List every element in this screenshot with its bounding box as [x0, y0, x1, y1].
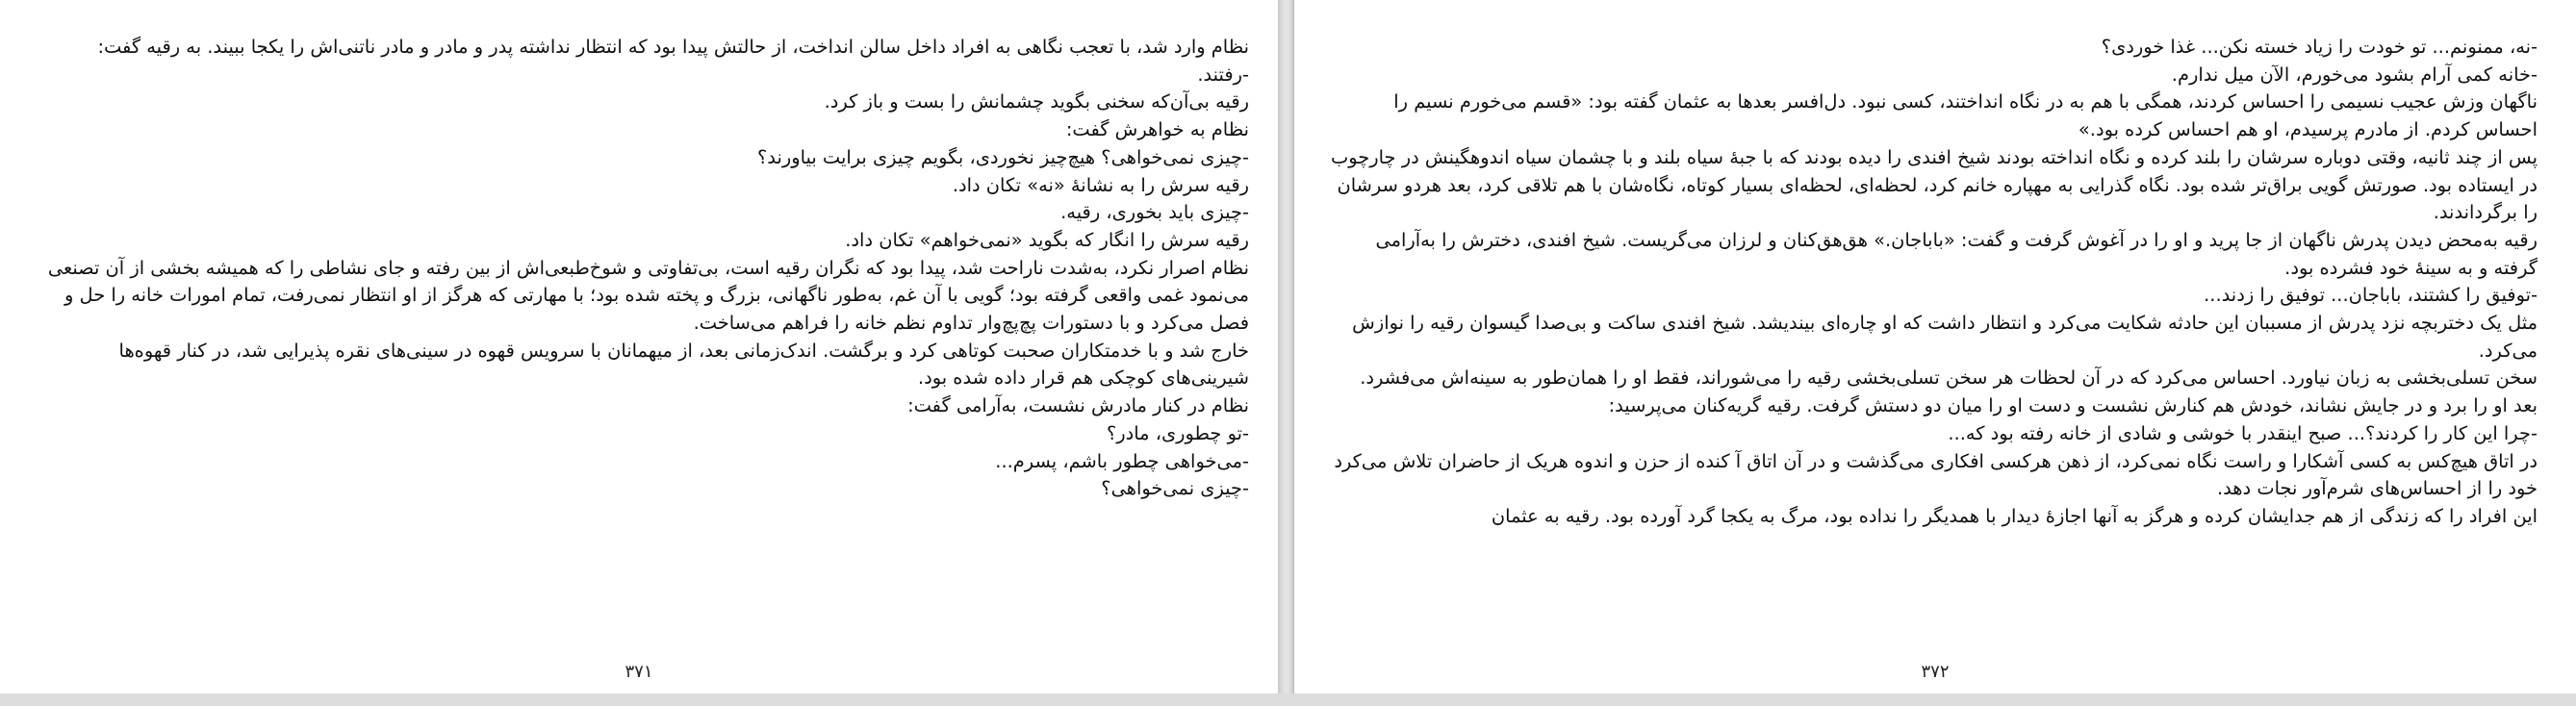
paragraph: ناگهان وزش عجیب نسیمی را احساس کردند، همگی با هم به در نگاه انداختند، کسی نبود. دل‌افسر بعدها به عثمان گفته بود: «قسم می‌خورم نسیم را احساس کردم. از مادرم پرسیدم، او هم احساس کرده بود.»: [1393, 90, 2538, 141]
paragraph: بعد او را برد و در جایش نشاند، خودش هم کنارش نشست و دست او را میان دو دستش گرفت. رقیه گریه‌کنان می‌پرسید:: [1608, 394, 2538, 417]
paragraph: نظام وارد شد، با تعجب نگاهی به افراد داخل سالن انداخت، از حالتش پیدا بود که انتظار نداشته پدر و مادر و مادر ناتنی‌اش را یکجا ببیند. به رقیه گفت:: [97, 36, 1249, 58]
paragraph: در اتاق هیچ‌کس به کسی آشکارا و راست نگاه نمی‌کرد، از ذهن هرکسی افکاری می‌گذشت و در آن اتاق آ کنده از حزن و اندوه هریک از حاضران تلاش می‌کرد خود را از احساس‌های شرم‌آور نجات دهد.: [1334, 449, 2538, 500]
page-text: [1330, 34, 2538, 531]
paragraph: -چرا این کار را کردند؟... صبح اینقدر با خوشی و شادی از خانه رفته بود که...: [1948, 421, 2538, 444]
paragraph: -تو چطوری، مادر؟: [1106, 421, 1249, 444]
page-text: [29, 34, 1249, 503]
page-gutter: [1278, 0, 1294, 706]
paragraph: -رفتند.: [1197, 63, 1249, 86]
paragraph: -چیزی نمی‌خواهی؟ هیچ‌چیز نخوردی، بگویم چیزی برایت بیاورند؟: [756, 145, 1249, 168]
paragraph: رقیه بی‌آن‌که سخنی بگوید چشمانش را بست و باز کرد.: [824, 90, 1249, 113]
paragraph: رقیه سرش را انگار که بگوید «نمی‌خواهم» تکان داد.: [845, 228, 1249, 251]
paragraph: نظام اصرار نکرد، به‌شدت ناراحت شد، پیدا بود که نگران رقیه است، بی‌تفاوتی و شوخ‌طبعی‌اش از بین رفته و جای نشاطی را که همیشه بخشی از آن تصنعی می‌نمود غمی واقعی گرفته بود؛ گویی با آن غم، به‌طور ناگهانی، بزرگ و پخته شده بود؛ با مهارتی که هرگز از او انتظار نمی‌رفت، تمام امورات خانه را حل و فصل می‌کرد و با دستورات پچ‌پچ‌وار تداوم نظم خانه را فراهم می‌ساخت.: [47, 256, 1249, 335]
paragraph: سخن تسلی‌بخشی به زبان نیاورد. احساس می‌کرد که در آن لحظات هر سخن تسلی‌بخشی رقیه را می‌شوراند، فقط او را همان‌طور به سینه‌اش می‌فشرد.: [1360, 366, 2538, 390]
paragraph: -چیزی نمی‌خواهی؟: [1101, 477, 1249, 500]
paragraph: -نه، ممنونم... تو خودت را زیاد خسته نکن... غذا خوردی؟: [2101, 36, 2538, 58]
paragraph: مثل یک دختربچه نزد پدرش از مسببان این حادثه شکایت می‌کرد و انتظار داشت که او چاره‌ای بیندیشد. شیخ افندی ساکت و بی‌صدا گیسوان رقیه را نوازش می‌کرد.: [1352, 312, 2538, 362]
paragraph: پس از چند ثانیه، وقتی دوباره سرشان را بلند کرده و نگاه انداخته بودند شیخ افندی را دیده بودند که با جبهٔ سیاه بلند و با چشمان سیاه اندوهگینش در چارچوب در ایستاده بود. صورتش گویی براق‌تر شده بود. نگاه گذرایی به مهپاره خانم کرد، لحظه‌ای، لحظه‌ای بسیار کوتاه، نگاه‌شان با هم تلاقی کرد، بعد هردو سرشان را برگرداندند.: [1331, 145, 2538, 224]
paragraph: -می‌خواهی چطور باشم، پسرم...: [995, 449, 1249, 472]
paragraph: خارج شد و با خدمتکاران صحبت کوتاهی کرد و برگشت. اندک‌زمانی بعد، از میهمانان با سرویس قهوه در سینی‌های نقره پذیرایی شد، در کنار قهوه‌ها شیرینی‌های کوچکی هم قرار داده شده بود.: [118, 339, 1249, 390]
paragraph: نظام در کنار مادرش نشست، به‌آرامی گفت:: [907, 394, 1249, 417]
paragraph: رقیه سرش را به نشانهٔ «نه» تکان داد.: [952, 173, 1249, 196]
paragraph: رقیه به‌محض دیدن پدرش ناگهان از جا پرید و او را در آغوش گرفت و گفت: «باباجان.» هق‌هق‌کنان و لرزان می‌گریست. شیخ افندی، دخترش را به‌آرامی گرفته و به سینهٔ خود فشرده بود.: [1375, 228, 2538, 279]
page-number: ۳۷۱: [625, 662, 653, 682]
paragraph: -چیزی باید بخوری، رقیه.: [1060, 201, 1249, 224]
paragraph: این افراد را که زندگی از هم جدایشان کرده و هرگز به آنها اجازهٔ دیدار با همدیگر را نداده بود، مرگ به یکجا گرد آورده بود. رقیه به عثمان: [1491, 504, 2538, 527]
page-number: ۳۷۲: [1921, 662, 1950, 682]
page-371: [0, 0, 1278, 693]
paragraph: -خانه کمی آرام بشود می‌خورم، الآن میل ندارم.: [2171, 63, 2538, 86]
paragraph: نظام به خواهرش گفت:: [1065, 118, 1249, 141]
paragraph: -توفیق را کشتند، باباجان... توفیق را زدند...: [2204, 284, 2538, 307]
viewer-bottom-edge: [0, 693, 2576, 706]
page-372: [1294, 0, 2576, 693]
